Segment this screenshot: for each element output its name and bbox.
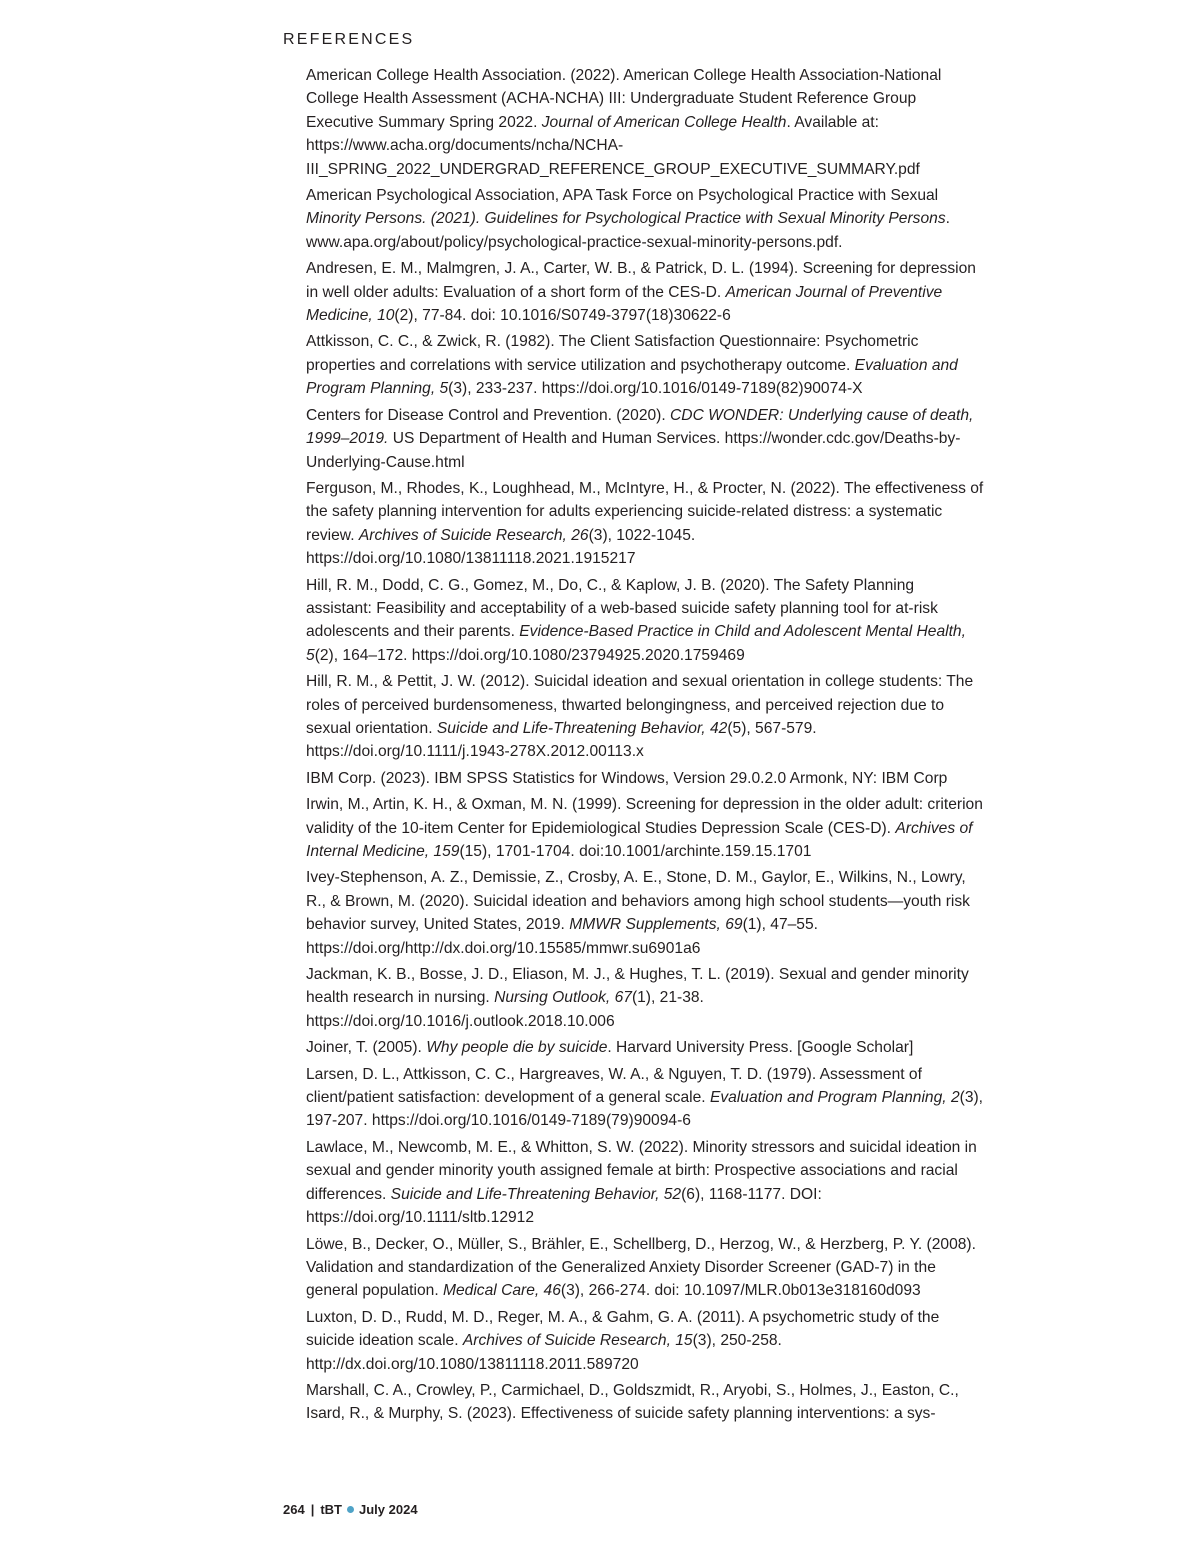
reference-entry — [306, 670, 984, 764]
reference-text: Ferguson, M., Rhodes, K., Loughhead, M., McIntyre, H., & Procter, N. (2022). The effectiveness of the safety planning intervention for adults experiencing suicide-related distress: a systematic review. — [306, 479, 984, 544]
reference-entry — [306, 404, 984, 474]
reference-text: Centers for Disease Control and Prevention. (2020). — [306, 406, 671, 424]
reference-text: Attkisson, C. C., & Zwick, R. (1982). The Client Satisfaction Questionnaire: Psychometric properties and correlations with service utilization and psychotherapy outcome. — [306, 333, 919, 374]
reference-text: (3), 250-258. http://dx.doi.org/10.1080/13811118.2011.589720 — [306, 1332, 782, 1373]
reference-title-italic: Medical Care, 46 — [443, 1282, 561, 1300]
reference-entry — [306, 767, 984, 790]
reference-title-italic: Evidence-Based Practice in Child and Adolescent Mental Health, 5 — [306, 623, 966, 664]
reference-title-italic: Archives of Suicide Research, 26 — [358, 526, 589, 544]
issue-date: July 2024 — [359, 1502, 418, 1517]
page-footer — [283, 1502, 418, 1517]
footer-separator: | — [310, 1502, 315, 1517]
reference-text: Larsen, D. L., Attkisson, C. C., Hargreaves, W. A., & Nguyen, T. D. (1979). Assessment of client/patient satisfaction: development of a general scale. — [306, 1065, 922, 1107]
reference-title-italic: Suicide and Life‐Threatening Behavior, 42 — [436, 719, 728, 737]
reference-text: (3), 1022-1045. https://doi.org/10.1080/13811118.2021.1915217 — [306, 526, 696, 568]
reference-entry — [306, 866, 984, 960]
reference-entry — [306, 257, 984, 327]
reference-text: Hill, R. M., Dodd, C. G., Gomez, M., Do, C., & Kaplow, J. B. (2020). The Safety Planning assistant: Feasibility and acceptability of a web-based suicide safety planning tool for at-risk adolescents and their parents. — [306, 576, 938, 641]
reference-title-italic: MMWR Supplements, 69 — [569, 916, 743, 934]
reference-text: (15), 1701-1704. doi:10.1001/archinte.159.15.1701 — [459, 843, 812, 860]
reference-entry — [306, 1136, 984, 1230]
reference-text: . Available at: https://www.acha.org/documents/ncha/NCHA-III_SPRING_2022_UNDERGRAD_REFERENCE_GROUP_EXECUTIVE_SUMMARY.pdf — [306, 113, 920, 178]
reference-text: (3), 197-207. https://doi.org/10.1016/0149-7189(79)90094-6 — [306, 1089, 984, 1130]
journal-brand: tBT — [320, 1502, 343, 1517]
reference-text: (3), 233-237. https://doi.org/10.1016/0149-7189(82)90074-X — [448, 380, 863, 398]
reference-text: Irwin, M., Artin, K. H., & Oxman, M. N. (1999). Screening for depression in the older adult: criterion validity of the 10-item Center for Epidemiological Studies Depression Scale (CES-D). — [306, 796, 983, 837]
section-heading: REFERENCES — [283, 31, 415, 48]
reference-entry — [306, 330, 984, 400]
reference-title-italic: Why people die by suicide — [426, 1039, 608, 1057]
reference-text: Joiner, T. (2005). — [306, 1039, 427, 1057]
bullet-dot-icon — [347, 1506, 354, 1513]
reference-title-italic: CDC WONDER: Underlying cause of death, 1999–2019. — [306, 406, 974, 448]
reference-text: . www.apa.org/about/policy/psychological-practice-sexual-minority-persons.pdf. — [306, 210, 950, 251]
reference-text: American College Health Association. (2022). American College Health Association-National College Health Assessment (ACHA-NCHA) III: Undergraduate Student Reference Group Executive Summary Spring 2022. — [306, 67, 942, 131]
reference-text: US Department of Health and Human Services. https://wonder.cdc.gov/Deaths-by-Underlying-Cause.html — [306, 430, 961, 471]
reference-title-italic: Evaluation and Program Planning, 2 — [709, 1089, 960, 1107]
reference-entry — [306, 1306, 984, 1376]
reference-text: Luxton, D. D., Rudd, M. D., Reger, M. A., & Gahm, G. A. (2011). A psychometric study of the suicide ideation scale. — [306, 1308, 940, 1350]
reference-text: Marshall, C. A., Crowley, P., Carmichael, D., Goldszmidt, R., Aryobi, S., Holmes, J., Easton, C., Isard, R., & Murphy, S. (2023). Effectiveness of suicide safety planning interventions: a sys- — [306, 1381, 959, 1423]
reference-entry — [306, 1063, 984, 1133]
reference-text: (6), 1168-1177. DOI: https://doi.org/10.1111/sltb.12912 — [306, 1185, 822, 1227]
reference-text: (2), 77-84. doi: 10.1016/S0749-3797(18)30622-6 — [394, 307, 731, 325]
reference-title-italic: Minority Persons. (2021). Guidelines for Psychological Practice with Sexual Minority Persons — [306, 210, 946, 228]
reference-title-italic: Evaluation and Program Planning, 5 — [306, 356, 958, 398]
reference-text: (1), 21-38. https://doi.org/10.1016/j.outlook.2018.10.006 — [306, 989, 704, 1030]
reference-text: (2), 164–172. https://doi.org/10.1080/23794925.2020.1759469 — [314, 646, 745, 664]
reference-text: Lawlace, M., Newcomb, M. E., & Whitton, S. W. (2022). Minority stressors and suicidal ideation in sexual and gender minority youth assigned female at birth: Prospective associations and racial differences. — [306, 1138, 977, 1203]
page-number: 264 — [283, 1502, 305, 1517]
reference-text: Löwe, B., Decker, O., Müller, S., Brähler, E., Schellberg, D., Herzog, W., & Herzberg, P. Y. (2008). Validation and standardization of the Generalized Anxiety Disorder Screener (GAD-7) in the general population. — [306, 1235, 976, 1300]
reference-title-italic: Archives of Internal Medicine, 159 — [306, 819, 973, 860]
reference-title-italic: Suicide and Life‐Threatening Behavior, 52 — [390, 1185, 682, 1203]
reference-title-italic: Journal of American College Health — [541, 113, 787, 131]
reference-entry — [306, 477, 984, 571]
reference-text: (1), 47–55. https://doi.org/http://dx.doi.org/10.15585/mmwr.su6901a6 — [306, 916, 818, 957]
reference-text: (3), 266-274. doi: 10.1097/MLR.0b013e318160d093 — [560, 1282, 921, 1300]
reference-entry — [306, 64, 984, 181]
reference-title-italic: Archives of Suicide Research, 15 — [462, 1332, 693, 1350]
reference-text: . Harvard University Press. [Google Scholar] — [607, 1039, 914, 1057]
reference-title-italic: Nursing Outlook, 67 — [494, 989, 632, 1007]
reference-text: Jackman, K. B., Bosse, J. D., Eliason, M. J., & Hughes, T. L. (2019). Sexual and gender minority health research in nursing. — [306, 966, 969, 1007]
reference-text: American Psychological Association, APA Task Force on Psychological Practice with Sexual — [306, 187, 939, 205]
reference-title-italic: American Journal of Preventive Medicine, 10 — [306, 283, 943, 325]
reference-entry — [306, 793, 984, 863]
reference-entry — [306, 963, 984, 1033]
reference-entry — [306, 184, 984, 254]
reference-list — [306, 64, 984, 1429]
reference-entry — [306, 1379, 984, 1426]
reference-text: (5), 567-579. https://doi.org/10.1111/j.1943-278X.2012.00113.x — [306, 719, 817, 761]
reference-text: Andresen, E. M., Malmgren, J. A., Carter, W. B., & Patrick, D. L. (1994). Screening for depression in well older adults: Evaluation of a short form of the CES-D. — [306, 260, 976, 301]
reference-text: IBM Corp. (2023). IBM SPSS Statistics for Windows, Version 29.0.2.0 Armonk, NY: IBM Corp — [306, 769, 948, 787]
reference-entry — [306, 1036, 984, 1059]
reference-text: Ivey-Stephenson, A. Z., Demissie, Z., Crosby, A. E., Stone, D. M., Gaylor, E., Wilkins, N., Lowry, R., & Brown, M. (2020). Suicidal ideation and behaviors among high school students—youth risk behavior survey, United States, 2019. — [306, 869, 970, 934]
reference-entry — [306, 574, 984, 668]
reference-text: Hill, R. M., & Pettit, J. W. (2012). Suicidal ideation and sexual orientation in college students: The roles of perceived burdensomeness, thwarted belongingness, and perceived rejection due to sexual orientation. — [306, 673, 974, 737]
reference-entry — [306, 1233, 984, 1303]
